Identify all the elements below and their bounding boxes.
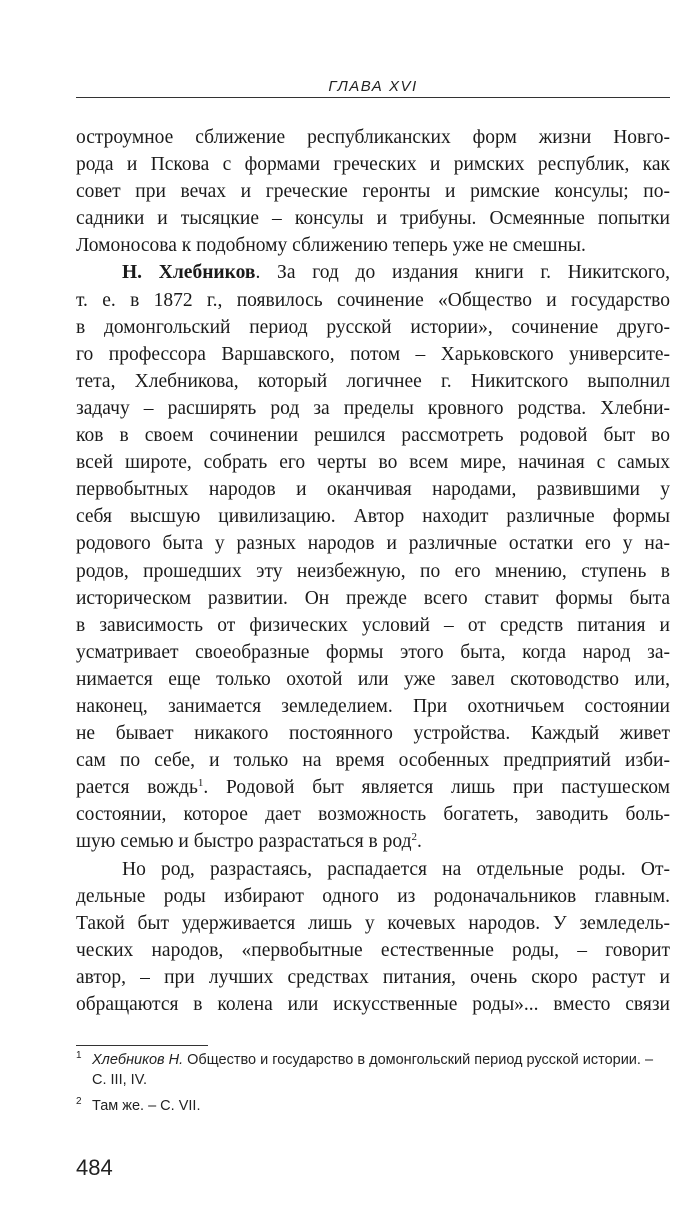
- text-line: родов, прошедших эту неизбежную, по его мнению, ступень в: [76, 560, 670, 582]
- text-line: родового быта у разных народов и различные остатки его у на-: [76, 533, 670, 555]
- text-line: себя высшую цивилизацию. Автор находит различные формы: [76, 506, 670, 528]
- footnote-text: Там же. – С. VII.: [92, 1098, 201, 1114]
- text-line: ческих народов, «первобытные естественные роды, – говорит: [76, 939, 670, 961]
- text-line: [76, 774, 670, 801]
- text-run: . Родовой быт является лишь при пастушеском: [203, 777, 670, 799]
- text-line: рода и Пскова с формами греческих и римских республик, как: [76, 154, 670, 176]
- text-line: тета, Хлебникова, который логичнее г. Никитского выполнил: [76, 370, 670, 392]
- text-line: Ломоносова к подобному сближению теперь уже не смешны.: [76, 235, 586, 257]
- running-header: ГЛАВА XVI: [328, 78, 418, 95]
- text-line: дельные роды избирают одного из родоначальников главным.: [76, 885, 670, 907]
- footnote-number: 1: [76, 1050, 82, 1061]
- paragraph-1: [76, 124, 670, 259]
- text-line: первобытных народов и оканчивая народами, развившими у: [76, 479, 670, 501]
- footnote-1: [76, 1050, 670, 1090]
- text-line: т. е. в 1872 г., появилось сочинение «Общество и государство: [76, 289, 670, 311]
- bold-lead-name: Н. Хлебников: [122, 262, 256, 284]
- text-line: всей широте, собрать его черты во всем мире, начиная с самых: [76, 452, 670, 474]
- paragraph-3: [76, 856, 670, 1019]
- footnotes: [76, 1050, 670, 1122]
- text-line: в домонгольский период русской истории», сочинение друго-: [76, 316, 670, 338]
- text-line: ков в своем сочинении решился рассмотреть родовой быт во: [76, 425, 670, 447]
- text-line: состоянии, которое дает возможность богатеть, заводить боль-: [76, 804, 670, 826]
- text-line: го профессора Варшавского, потом – Харьковского университе-: [76, 343, 670, 365]
- text-run: шую семью и быстро разрастаться в род: [76, 831, 412, 853]
- footnote-rule: [76, 1045, 208, 1046]
- text-line: нимается еще только охотой или уже завел скотоводство или,: [76, 668, 670, 690]
- footnote-text: Общество и государство в домонгольский период русской истории. – С. III, IV.: [92, 1052, 654, 1088]
- text-run: . За год до издания книги г. Никитского,: [255, 262, 670, 284]
- footnote-number: 2: [76, 1096, 82, 1107]
- text-line: наконец, занимается земледелием. При охотничьем состоянии: [76, 695, 670, 717]
- footnote-author: Хлебников Н.: [92, 1052, 184, 1068]
- text-line: усматривает своеобразные формы этого быта, когда народ за-: [76, 641, 670, 663]
- text-line: не бывает никакого постоянного устройства. Каждый живет: [76, 723, 670, 745]
- text-line: остроумное сближение республиканских форм жизни Новго-: [76, 127, 670, 148]
- text-line: Такой быт удерживается лишь у кочевых народов. У земледель-: [76, 912, 670, 934]
- footnote-ref-1[interactable]: 1: [197, 777, 204, 790]
- text-line: задачу – расширять род за пределы кровного родства. Хлебни-: [76, 397, 670, 419]
- paragraph-2: [76, 259, 670, 855]
- text-line: [76, 259, 670, 286]
- text-line: Но род, разрастаясь, распадается на отдельные роды. От-: [122, 858, 670, 880]
- footnote-2: [76, 1096, 670, 1116]
- text-line: историческом развитии. Он прежде всего ставит формы быта: [76, 587, 670, 609]
- book-page: [76, 0, 670, 1225]
- text-line: автор, – при лучших средствах питания, очень скоро растут и: [76, 966, 670, 988]
- text-line: садники и тысяцкие – консулы и трибуны. Осмеянные попытки: [76, 208, 670, 230]
- body-text: [76, 124, 670, 1018]
- text-line: сам по себе, и только на время особенных предприятий изби-: [76, 750, 670, 772]
- text-line: совет при вечах и греческие геронты и римские консулы; по-: [76, 181, 670, 203]
- page-number: 484: [76, 1155, 113, 1180]
- header-rule: [76, 97, 670, 98]
- text-run: рается вождь: [76, 777, 198, 799]
- text-line: в зависимость от физических условий – от средств питания и: [76, 614, 670, 636]
- footnote-ref-2[interactable]: 2: [411, 831, 417, 844]
- text-line: обращаются в колена или искусственные роды»... вместо связи: [76, 994, 670, 1015]
- text-line: шую семью и быстро разрастаться в род$^2$.: [76, 831, 422, 853]
